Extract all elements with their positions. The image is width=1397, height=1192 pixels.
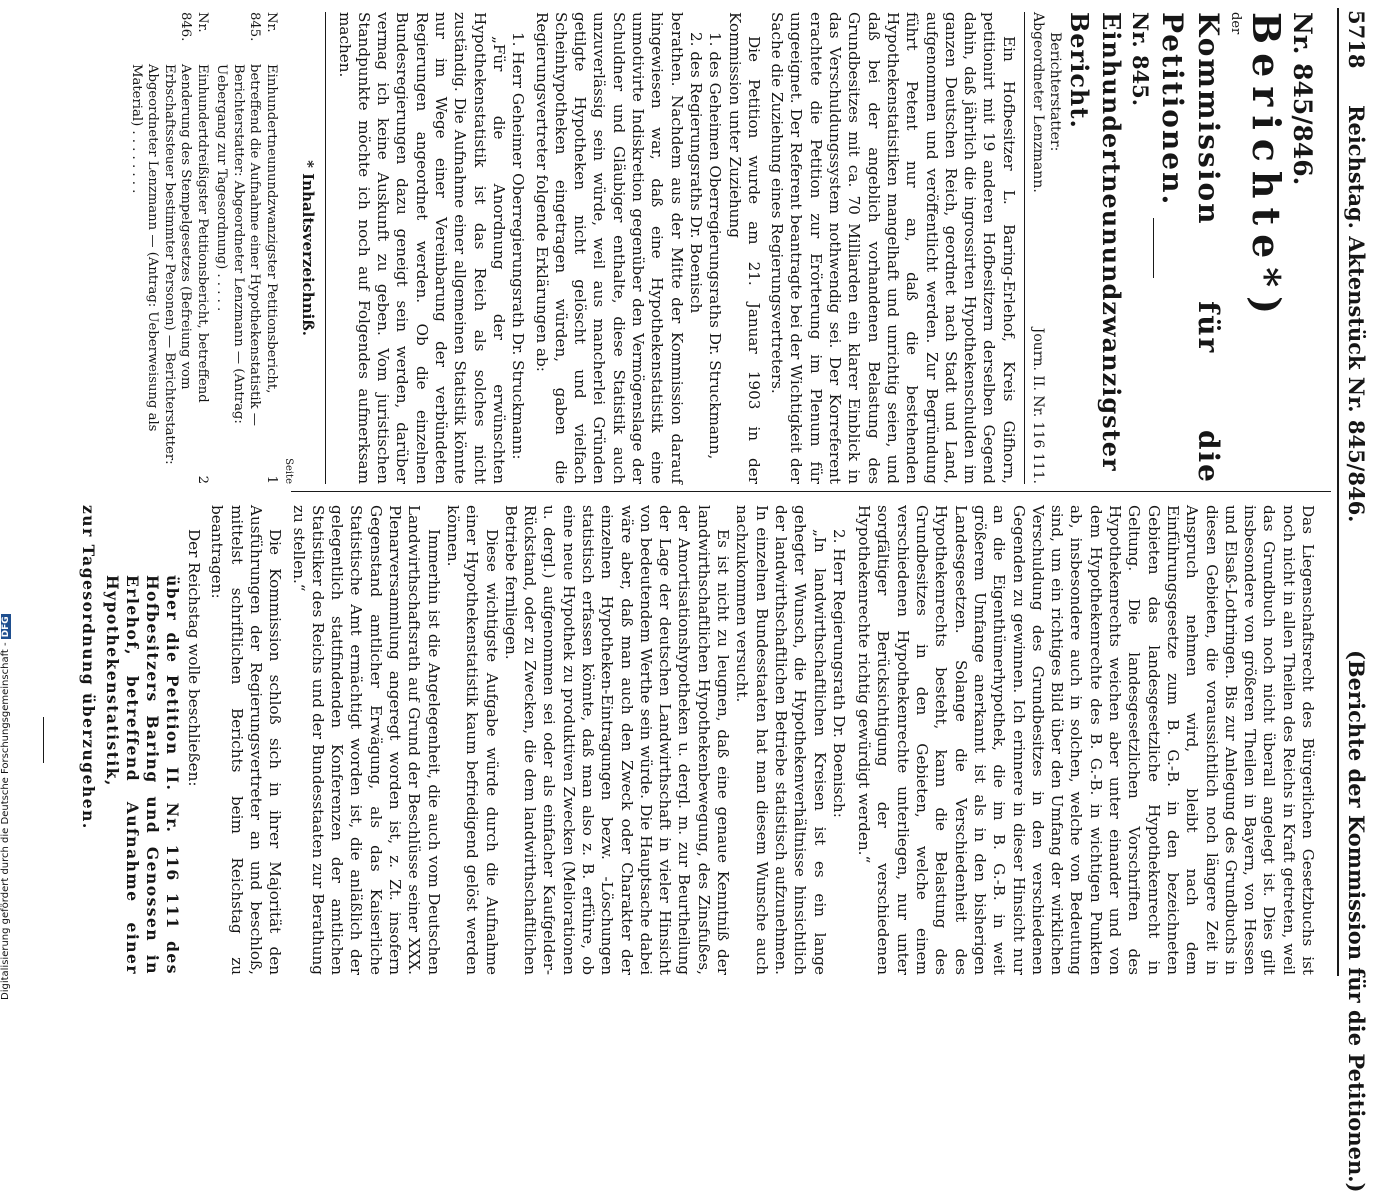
meta-rule [1024,12,1025,484]
header-rule [1337,8,1339,976]
right-paragraph-6: Die Kommission schloß sich in ihrer Majorität den Ausführungen der Regierungsvertreter an und beschloß, mittelst schriftlichen Berichts beim Reichstag zu beantragen: [208,505,285,975]
left-paragraph-3: berathen. Nachdem aus der Mitte der Kommission darauf hingewiesen war, daß eine Hypothekenstatistik eine unmotivirte Indiskretion gegenüber den Vermögenslage der Schuldner und Gläubiger enthalte, diese Statistik auch unzuverlässig sein würde, weil aus mancherlei Gründen getilgte Hypotheken nicht gelöscht und vielfach Scheinhypotheken eingetragen würden, gaben die Regierungsvertreter folgende Erklärungen ab: [532,12,686,484]
right-paragraph-1: Das Liegenschaftsrecht des Bürgerlichen Gesetzbuchs ist noch nicht in allen Theilen des Reichs in Kraft getreten, weil das Grundbuch noch nicht überall angelegt ist. Dies gilt insbesondere von größeren Theilen in Bayern, von Hessen und Elsaß-Lothringen. Bis zur Anlegung des Grundbuchs in diesen Gebieten, die voraussichtlich noch längere Zeit in Anspruch nehmen wird, bleibt nach dem Einführungsgesetze zum B. G.-B. in den bezeichneten Gebieten das landesgesetzliche Hypothekenrecht in Geltung. Die landesgesetzlichen Vorschriften des Hypothekenrechts weichen aber unter einander und von dem Hypothekenrechte des B. G.-B. in wichtigen Punkten ab, insbesondere auch in solchen, welche von Bedeutung sind, um ein richtiges Bild über den Umfang der wirklichen Verschuldung des Grundbesitzes in den verschiedenen Gegenden zu gewinnen. Ich erinnere in dieser Hinsicht nur an die Eigenthümerhypothek, die im B. G.-B. in weit größerem Umfange anerkannt ist als in den bisherigen Landesgesetzen. Solange die Verschiedenheit des Hypothekenrechts besteht, kann die Belastung des Grundbesitzes in den Gebieten, welche einem verschiedenen Hypothekenrechte unterliegen, nur unter sorgfältiger Berücksichtigung der verschiedenen Hypothekenrechte richtig gewürdigt werden.“ [855,505,1317,975]
column-divider [291,491,1331,492]
header-center: Reichstag. Aktenstück Nr. 845/846. [1344,105,1369,523]
toc-heading: * Inhaltsverzeichniß. [299,160,318,336]
report-title: Berichte*) [1244,12,1289,324]
right-item-2: 2. Herr Regierungsrath Dr. Boenisch: [829,529,848,818]
commission-title: Kommission für die Petitionen. [1155,12,1225,484]
left-paragraph-2: Die Petition wurde am 21. Januar 1903 in der Kommission unter Zuziehung [725,12,763,484]
title-rule [1153,218,1154,278]
right-paragraph-4: Diese wichtigste Aufgabe würde durch die Aufnahme einer Hypothekenstatistik kaum befriedigend gelöst werden können. [443,505,501,975]
left-item-2: 2. des Regierungsraths Dr. Boenisch [686,32,705,314]
resolution-text: über die Petition II. Nr. 116 111 des Hofbesitzers Baring und Genossen in Erlehof, betreffend Aufnahme einer Hypothekenstatistik, [102,575,182,975]
meta-label: Berichterstatter: [1046,32,1063,152]
left-item-1: 1. des Geheimen Oberregierungsraths Dr. Struckmann, [706,32,725,460]
section-number: Nr. 845. [1127,12,1153,107]
meta-reporter: Abgeordneter Lenzmann. [1029,12,1046,193]
meta-journal: Journ. II. Nr. 116 111. [1029,327,1046,484]
section-title: Einhundertneunundzwanzigster Bericht. [1064,12,1126,472]
left-item-3: 1. Herr Geheimer Oberregierungsrath Dr. Struckmann: [509,32,528,460]
right-paragraph-5: Immerhin ist die Angelegenheit, die auch vom Deutschen Landwirthschaftsrath auf Grund der Beschlüsse seiner XXX. Plenarversammlung angeregt worden ist, z. Zt. insofern Gegenstand amtlicher Erwägung, als das Kaiserliche Statistische Amt ermächtigt worden ist, die anläßlich der gelegentlich stattfindenden Konferenzen der amtlichen Statistiker des Reichs und der Bundesstaaten zur Berathung zu stellen.“ [289,505,443,975]
left-paragraph-1: Ein Hofbesitzer L. Baring-Erlehof, Kreis Gifhorn, petitionirt mit 19 anderen Hofbesitzern derselben Gegend dahin, daß jährlich die ingrossirten Hypothekenschulden im ganzen Deutschen Reich, geordnet nach Stadt und Land, aufgenommen und veröffentlicht werden. Zur Begründung führt Petent nur an, daß die bestehenden Hypothekenstatistiken mangelhaft und unrichtig seien, und daß bei der angeblich vorhandenen Belastung des Grundbesitzes mit ca. 70 Milliarden ein klarer Einblick in das Verschuldungssystem nothwendig sei. Der Korreferent erachtete die Petition zur Erörterung im Plenum für ungeeignet. Der Referent beantragte bei der Wichtigkeit der Sache die Zuziehung eines Regierungsvertreters. [768,12,1018,484]
title-der: der [1228,12,1243,35]
dfg-logo: DFG [1,616,11,638]
left-paragraph-4: „Für die Anordnung der erwünschten Hypothekenstatistik ist das Reich als solches nicht zuständig. Die Aufnahme einer allgemeinen Statistik könnte nur im Wege einer Vereinbarung der verbündeten Regierungen angeordnet werden. Ob die einzelnen Bundesregierungen dazu geneigt sein werden, darüber vermag ich keine Auskunft zu geben. Vom juristischen Standpunkte möchte ich noch auf Folgendes aufmerksam machen. [335,12,508,484]
right-paragraph-3: Es ist nicht zu leugnen, daß eine genaue Kenntniß der landwirthschaftlichen Hypothekenbewegung, des Zinsfußes, der Amortisationshypotheken u. dergl. m. zur Beurtheilung der Lage der deutschen Landwirthschaft in vieler Hinsicht von bedeutendem Werthe sein würde. Die Hauptsache dabei wäre aber, daß man auch den Zweck oder Charakter der einzelnen Hypotheken-Eintragungen bezw. -Löschungen statistisch erfassen könnte, daß man also z. B. erführe, ob eine neue Hypothek zu produktiven Zwecken (Meliorationen u. dergl.) aufgenommen sei oder als einfacher Kaufgelder-Rückstand, oder zu Zwecken, die dem landwirthschaftlichen Betriebe fernliegen. [501,505,733,975]
report-meta [1029,12,1063,484]
end-rule [43,717,44,763]
toc-entry [213,12,279,484]
right-column [43,505,1317,975]
page-number: 5718 [1344,10,1369,69]
header-right: (Berichte der Kommission für die Petitionen.) [1344,650,1369,1192]
report-number-top: Nr. 845/846. [1288,12,1317,186]
toc-entry-page: 1 [263,475,279,484]
toc-entry-text: Einhundertdreißigster Petitionsbericht, betreffend Aenderung des Stempelgesetzes (Befreiung vom Erbschaftssteuer bestimmter Personen) — Berichterstatter: Abgeordneter Lenzmann — (Antrag: Ueberweisung als Material) . . . . . . . . [128,64,210,465]
toc-entry-text: Einhundertneunundzwanzigster Petitionsbericht, betreffend die Aufnahme einer Hypothekenstatistik — Berichterstatter: Abgeordneter Lenzmann — (Antrag: Uebergang zur Tagesordnung) . . . . . [214,64,279,426]
credit-text: Digitalisierung gefördert durch die Deutsche Forschungsgemeinschaft - [0,642,11,1000]
toc-entry-number: Nr. 846. [178,12,210,42]
digitization-credit [0,0,14,1000]
resolution-closing: zur Tagesordnung überzugehen. [78,505,98,830]
toc-seite: Seite [283,458,295,484]
toc-entry [127,12,210,484]
toc-rule [325,12,326,484]
right-paragraph-7: Der Reichstag wolle beschließen: [185,529,204,787]
right-paragraph-2: „In landwirthschaftlichen Kreisen ist es ein lange gehegter Wunsch, die Hypothekenverhältnisse hinsichtlich der landwirthschaftlichen Betriebe statistisch aufzunehmen. In einzelnen Bundesstaaten hat man diesem Wunsche auch nachzukommen versucht. [733,505,829,975]
toc-entry-number: Nr. 845. [247,12,279,42]
left-column [127,12,1317,484]
toc-entry-page: 2 [194,475,210,484]
page-header [1337,10,1369,1192]
